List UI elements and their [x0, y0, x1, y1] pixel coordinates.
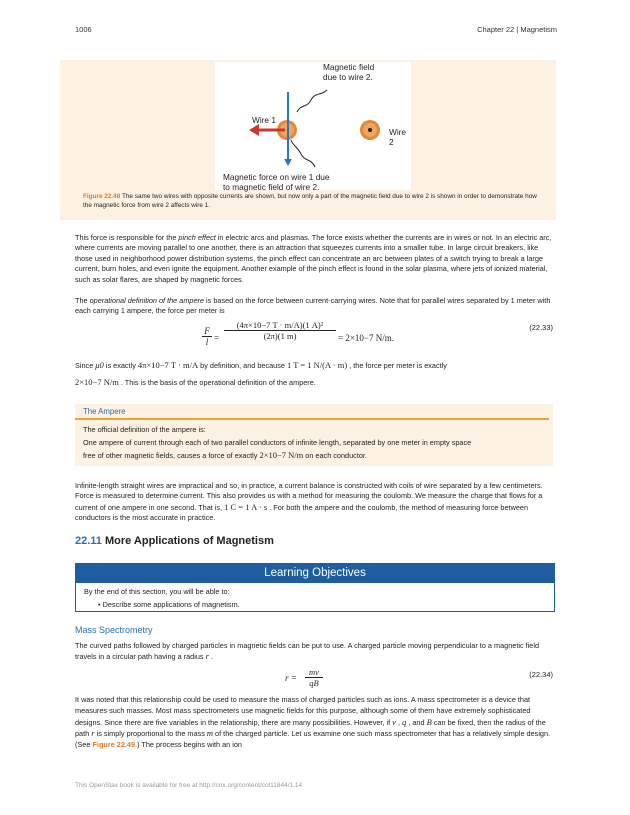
section-heading: 22.11 More Applications of Magnetism	[75, 535, 274, 547]
figure-illustration	[215, 62, 411, 190]
field-pointer-line	[297, 90, 327, 112]
figure-link[interactable]: Figure 22.49	[92, 740, 136, 750]
subsection-heading: Mass Spectrometry	[75, 625, 153, 635]
page-number: 1006	[75, 25, 92, 34]
wire1-label: Wire 1	[252, 115, 276, 125]
equation-number-22-34: (22.34)	[529, 670, 553, 679]
figure-box	[60, 60, 556, 220]
force-pointer-line	[291, 140, 315, 167]
equation-number-22-33: (22.33)	[529, 323, 553, 332]
force-label: Magnetic force on wire 1 due to magnetic field of wire 2.	[223, 172, 330, 192]
figure-caption-label: Figure 22.48	[83, 193, 121, 200]
paragraph-since: Since μ0 is exactly 4π×10−7 T · m/A by definition, and because 1 T = 1 N/(A · m) , the force per meter is exactly 2×10−7 N/m . This is the basis of the operational definition of the ampere.	[75, 360, 447, 388]
chapter-title: Chapter 22 | Magnetism	[477, 25, 557, 34]
ampere-definition-box	[75, 404, 553, 466]
paragraph-pinch-effect: This force is responsible for the pinch effect in electric arcs and plasmas. The force exists whether the currents are in wires or not. In an electric arc, where currents are moving parallel to one another, there is an attraction that squeezes currents into a smaller tube. In large circuit breakers, like those used in neighborhood power distribution systems, the pinch effect can concentrate an arc between plates of a switch trying to break a large current, burn holes, and even ignite the equipment. Another example of the pinch effect is found in the solar plasma, where jets of ionized material, such as solar flares, are shaped by magnetic forces.	[75, 233, 552, 284]
ampere-box-text: The official definition of the ampere is: One ampere of current through each of two parallel conductors of infinite length, separated by one meter in empty space free of other magnetic fields, causes a force of exactly 2×10−7 N/m on each conductor.	[83, 425, 472, 460]
paragraph-mass-spectrometry: The curved paths followed by charged particles in magnetic fields can be put to use. A charged particle moving perpendicular to a magnetic field travels in a circular path having a radius r .	[75, 641, 540, 662]
wires-diagram	[215, 62, 411, 190]
field-label: Magnetic field due to wire 2.	[323, 62, 375, 82]
wire2-label: Wire 2	[389, 127, 407, 147]
equation-22-34: r = mv qB	[285, 667, 345, 691]
paragraph-infinite-wires: Infinite-length straight wires are impractical and so, in practice, a current balance is constructed with coils of wire separated by a few centimeters. Force is measured to determine current. This also provides us with a method for measuring the coulomb. We measure the charge that flows for a current of one ampere in one second. That is, 1 C = 1 A · s . For both the ampere and the coulomb, the method of measuring force between conductors is the most accurate in practice.	[75, 481, 543, 523]
ampere-box-title: The Ampere	[83, 407, 126, 416]
objective-item: • Describe some applications of magnetism.	[98, 600, 240, 609]
figure-caption: Figure 22.48 The same two wires with opposite currents are shown, but now only a part of the magnetic field due to wire 2 is shown in order to demonstrate how the magnetic force from wire 2 affects wire 1.	[83, 193, 537, 209]
footer-text: This OpenStax book is available for free at http://cnx.org/content/col11844/1.14	[75, 782, 303, 789]
learning-objectives-body: By the end of this section, you will be able to: • Describe some applications of magnetism.	[75, 583, 555, 612]
paragraph-operational-definition: The operational definition of the ampere is based on the force between current-carrying wires. Note that for parallel wires separated by 1 meter with each carrying 1 ampere, the force per meter is	[75, 296, 551, 316]
learning-objectives-header: Learning Objectives	[75, 563, 555, 583]
paragraph-mass-spectrometer: It was noted that this relationship could be used to measure the mass of charged particles such as ions. A mass spectrometer is a device that measures such masses. Most mass spectrometers use magnetic fields for this purpose, although some of them have extremely sophisticated designs. Since there are five variables in the relationship, there are many possibilities. However, if v , q , and B can be fixed, then the radius of the path r is simply proportional to the mass m of the charged particle. Let us examine one such mass spectrometer that has a relatively simple design. (See Figure 22.49.) The process begins with an ion	[75, 695, 551, 750]
ampere-box-rule	[75, 418, 549, 420]
equation-22-33: F l = (4π×10−7 T · m/A)(1 A)² (2π)(1 m) = 2×10−7 N/m.	[200, 320, 460, 354]
